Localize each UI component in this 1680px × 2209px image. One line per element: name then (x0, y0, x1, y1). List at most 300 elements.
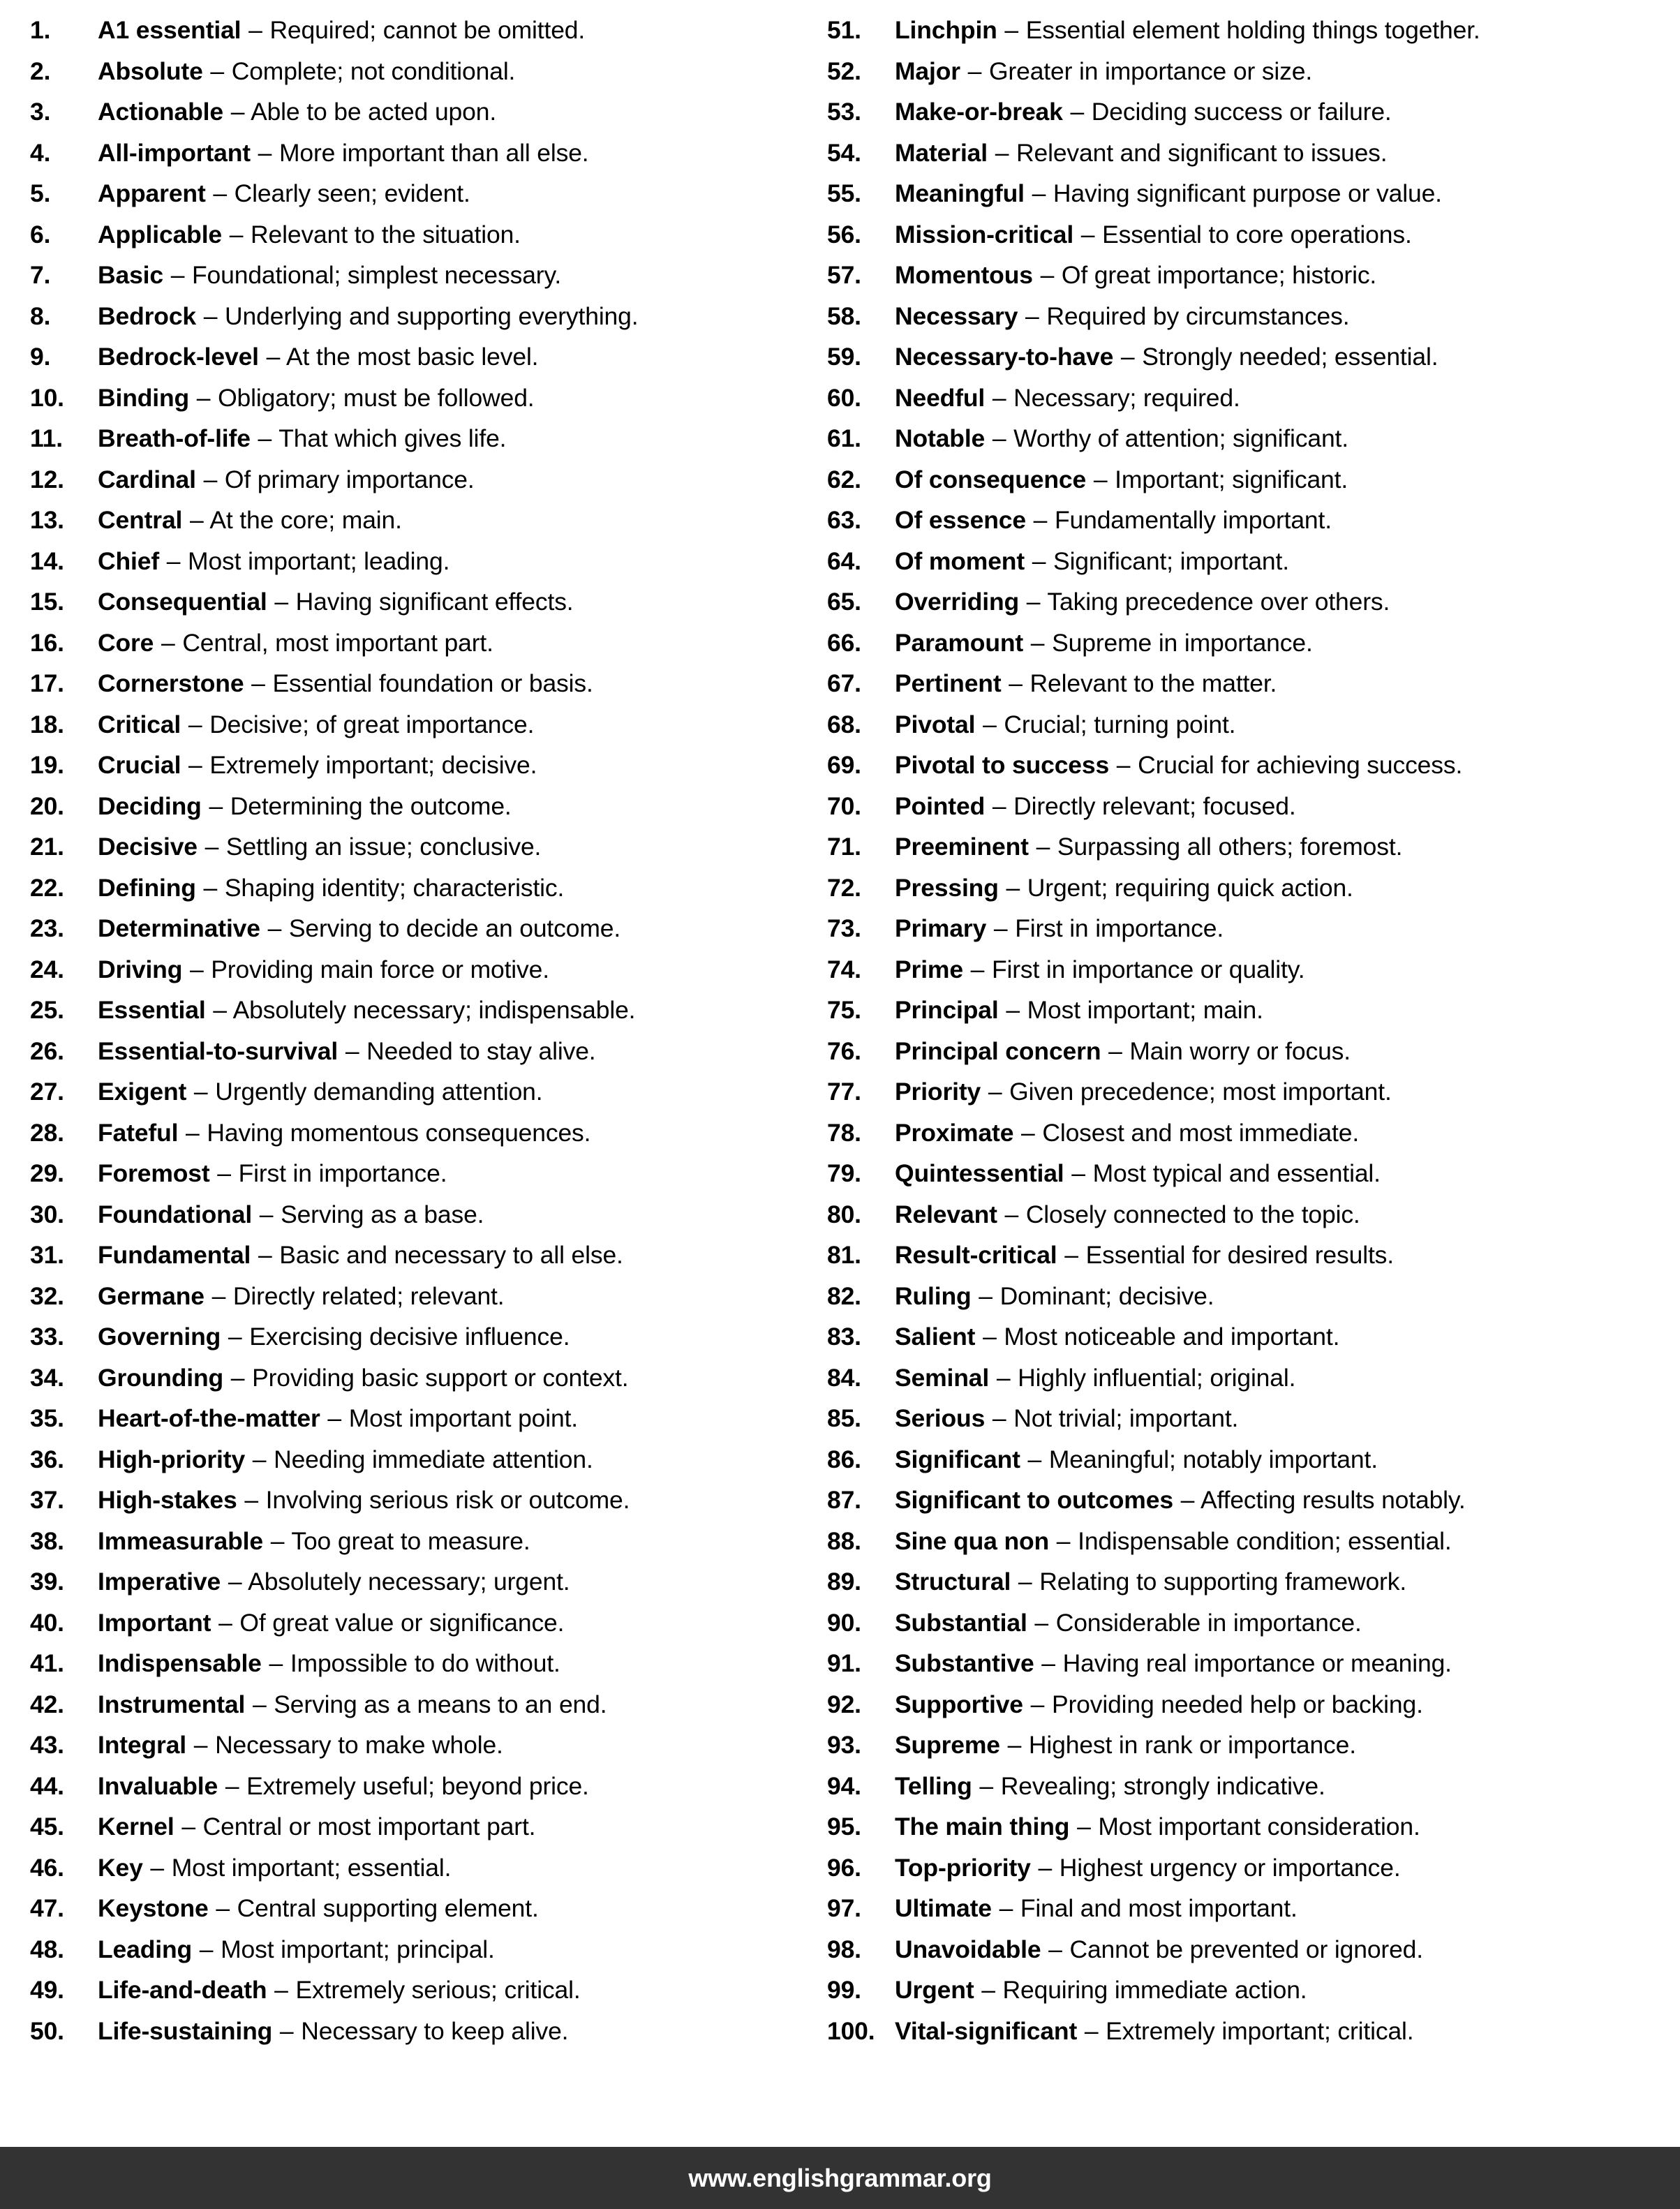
item-definition: Essential for desired results. (1085, 1241, 1394, 1269)
item-number: 62. (827, 465, 861, 493)
item-term: Exigent (98, 1078, 187, 1106)
list-item (825, 663, 1680, 704)
item-definition: Too great to measure. (291, 1526, 530, 1555)
item-number: 19. (30, 751, 64, 779)
item-separator: – (981, 1976, 995, 2004)
item-separator: – (992, 791, 1006, 820)
item-separator: – (203, 873, 218, 902)
item-term: Pivotal (895, 710, 976, 738)
item-definition: Central or most important part. (202, 1813, 536, 1840)
item-number: 72. (827, 873, 861, 902)
item-term: Key (98, 1853, 143, 1882)
item-separator: – (995, 138, 1009, 167)
item-body (98, 1153, 447, 1194)
item-term: Keystone (98, 1894, 209, 1922)
item-number: 75. (827, 996, 861, 1024)
item-definition: Of primary importance. (224, 465, 475, 493)
item-number: 33. (30, 1323, 64, 1351)
item-separator: – (1027, 1445, 1042, 1473)
item-number: 57. (827, 261, 861, 289)
item-term: Of consequence (895, 465, 1087, 493)
item-definition: Taking precedence over others. (1047, 588, 1390, 616)
list-item (825, 1766, 1680, 1807)
item-separator: – (181, 1813, 195, 1840)
list-item (825, 786, 1680, 827)
item-body (895, 990, 1263, 1031)
item-number: 23. (30, 914, 64, 942)
list-item (825, 459, 1680, 500)
item-separator: – (209, 791, 223, 820)
item-body (98, 623, 493, 664)
item-term: Ruling (895, 1281, 972, 1310)
item-number: 15. (30, 588, 64, 616)
item-separator: – (269, 1649, 283, 1677)
item-term: Relevant (895, 1200, 997, 1228)
item-body (98, 500, 402, 541)
item-body (98, 214, 521, 255)
item-body (98, 908, 620, 949)
item-number: 82. (827, 1281, 861, 1310)
list-item (28, 1684, 803, 1725)
list-item (825, 500, 1680, 541)
item-definition: First in importance. (238, 1159, 447, 1187)
item-body (895, 1521, 1452, 1562)
item-definition: Providing needed help or backing. (1051, 1690, 1423, 1718)
item-body (895, 173, 1442, 214)
item-body (98, 1970, 581, 2011)
item-body (98, 1602, 564, 1644)
item-separator: – (1018, 1568, 1032, 1596)
item-definition: Closest and most immediate. (1042, 1118, 1360, 1147)
item-body (98, 1725, 503, 1766)
item-definition: Most important; main. (1027, 996, 1263, 1024)
item-number: 54. (827, 138, 861, 167)
item-body (895, 255, 1376, 296)
item-definition: Serving as a means to an end. (274, 1690, 607, 1718)
list-item (825, 1521, 1680, 1562)
item-term: Critical (98, 710, 181, 738)
item-number: 22. (30, 873, 64, 902)
item-number: 43. (30, 1731, 64, 1759)
list-item (28, 1766, 803, 1807)
item-separator: – (1180, 1486, 1195, 1514)
item-separator: – (193, 1731, 208, 1759)
item-separator: – (199, 1935, 214, 1963)
item-body (98, 1113, 590, 1154)
item-term: Core (98, 628, 154, 657)
list-item (28, 1929, 803, 1970)
list-item (28, 1970, 803, 2011)
item-term: Necessary-to-have (895, 343, 1114, 371)
item-number: 44. (30, 1771, 64, 1800)
item-separator: – (327, 1404, 341, 1432)
list-item (28, 581, 803, 623)
item-definition: Affecting results notably. (1200, 1486, 1466, 1514)
item-term: Needful (895, 383, 986, 412)
item-definition: At the core; main. (209, 506, 402, 534)
item-definition: Given precedence; most important. (1009, 1078, 1392, 1106)
list-item (28, 1480, 803, 1521)
item-number: 20. (30, 791, 64, 820)
item-separator: – (203, 302, 218, 330)
item-number: 4. (30, 138, 51, 167)
item-term: Bedrock (98, 302, 197, 330)
item-separator: – (1048, 1935, 1062, 1963)
item-definition: Significant; important. (1053, 546, 1289, 575)
item-separator: – (999, 1894, 1013, 1922)
item-separator: – (228, 1568, 242, 1596)
item-body (98, 2011, 568, 2052)
item-separator: – (988, 1078, 1002, 1106)
item-separator: – (983, 1323, 997, 1351)
item-number: 85. (827, 1404, 861, 1432)
list-item (825, 1561, 1680, 1602)
item-term: Cornerstone (98, 669, 244, 697)
item-body (895, 378, 1240, 419)
list-item (28, 10, 803, 51)
list-item (28, 1398, 803, 1439)
item-separator: – (196, 383, 211, 412)
item-number: 7. (30, 261, 51, 289)
item-term: Decisive (98, 833, 198, 861)
item-number: 14. (30, 546, 64, 575)
item-term: Defining (98, 873, 196, 902)
item-separator: – (1116, 751, 1131, 779)
item-term: Major (895, 57, 960, 85)
list-item (825, 1929, 1680, 1970)
list-item (28, 908, 803, 949)
item-definition: Most important consideration. (1098, 1813, 1420, 1840)
item-definition: Shaping identity; characteristic. (224, 873, 565, 902)
item-definition: Cannot be prevented or ignored. (1069, 1935, 1423, 1963)
item-definition: Complete; not conditional. (231, 57, 516, 85)
list-item (825, 255, 1680, 296)
item-number: 25. (30, 996, 64, 1024)
item-term: Momentous (895, 261, 1033, 289)
item-definition: Urgent; requiring quick action. (1027, 873, 1353, 902)
list-item (825, 1847, 1680, 1889)
item-number: 92. (827, 1690, 861, 1718)
list-item (825, 581, 1680, 623)
item-separator: – (188, 751, 202, 779)
item-definition: Necessary to keep alive. (301, 2016, 569, 2045)
item-number: 46. (30, 1853, 64, 1882)
item-number: 71. (827, 833, 861, 861)
item-term: Consequential (98, 588, 267, 616)
item-body (98, 255, 561, 296)
item-term: Essential-to-survival (98, 1036, 339, 1065)
item-term: Applicable (98, 220, 223, 248)
item-body (98, 1316, 570, 1358)
item-body (895, 663, 1277, 704)
item-number: 96. (827, 1853, 861, 1882)
item-definition: Essential element holding things together. (1025, 16, 1480, 44)
item-term: Central (98, 506, 183, 534)
item-term: Leading (98, 1935, 193, 1963)
item-term: Sine qua non (895, 1526, 1050, 1555)
list-item (28, 459, 803, 500)
item-term: Germane (98, 1281, 205, 1310)
item-definition: Surpassing all others; foremost. (1057, 833, 1403, 861)
item-definition: Most important; essential. (171, 1853, 452, 1882)
item-term: Significant (895, 1445, 1020, 1473)
item-definition: Worthy of attention; significant. (1013, 424, 1348, 452)
item-definition: Most noticeable and important. (1004, 1323, 1340, 1351)
item-term: Determinative (98, 914, 260, 942)
item-separator: – (230, 1363, 245, 1392)
item-body (98, 1194, 484, 1235)
item-body (98, 663, 593, 704)
item-definition: Crucial; turning point. (1004, 710, 1236, 738)
item-body (98, 581, 574, 623)
item-definition: Of great importance; historic. (1061, 261, 1377, 289)
item-number: 29. (30, 1159, 64, 1187)
item-number: 6. (30, 220, 51, 248)
item-number: 48. (30, 1935, 64, 1963)
item-separator: – (1007, 1731, 1022, 1759)
item-body (98, 990, 635, 1031)
item-definition: Crucial for achieving success. (1138, 751, 1463, 779)
item-separator: – (1032, 546, 1046, 575)
item-body (98, 296, 638, 337)
word-list-left (28, 10, 803, 2051)
item-separator: – (166, 546, 181, 575)
item-definition: Extremely serious; critical. (295, 1976, 581, 2004)
list-item (825, 418, 1680, 459)
item-term: Chief (98, 546, 160, 575)
item-body (895, 133, 1388, 174)
item-separator: – (992, 1404, 1006, 1432)
item-number: 26. (30, 1036, 64, 1065)
item-number: 49. (30, 1976, 64, 2004)
item-number: 11. (30, 424, 63, 452)
item-term: Foremost (98, 1159, 210, 1187)
item-definition: Closely connected to the topic. (1025, 1200, 1360, 1228)
item-term: Pertinent (895, 669, 1002, 697)
item-number: 63. (827, 506, 861, 534)
item-number: 84. (827, 1363, 861, 1392)
item-separator: – (1040, 261, 1055, 289)
item-body (895, 1113, 1359, 1154)
item-definition: Relevant and significant to issues. (1016, 138, 1388, 167)
list-item (825, 296, 1680, 337)
item-body (98, 1031, 596, 1072)
item-body (98, 1888, 539, 1929)
item-body (895, 2011, 1414, 2052)
item-term: Salient (895, 1323, 976, 1351)
item-definition: Highly influential; original. (1018, 1363, 1296, 1392)
item-definition: Essential to core operations. (1102, 220, 1412, 248)
item-definition: Exercising decisive influence. (249, 1323, 570, 1351)
item-separator: – (979, 1771, 994, 1800)
item-number: 2. (30, 57, 51, 85)
item-definition: Urgently demanding attention. (215, 1078, 543, 1106)
item-body (98, 1071, 543, 1113)
list-item (28, 418, 803, 459)
item-body (98, 1561, 570, 1602)
item-number: 58. (827, 302, 861, 330)
item-term: The main thing (895, 1813, 1070, 1840)
list-item (28, 541, 803, 582)
item-number: 65. (827, 588, 861, 616)
item-definition: Providing basic support or context. (252, 1363, 629, 1392)
item-term: Governing (98, 1323, 221, 1351)
list-item (825, 949, 1680, 990)
item-definition: Extremely useful; beyond price. (246, 1771, 589, 1800)
item-term: Quintessential (895, 1159, 1064, 1187)
list-item (825, 133, 1680, 174)
item-definition: Extremely important; decisive. (209, 751, 537, 779)
item-body (895, 1398, 1238, 1439)
item-term: Necessary (895, 302, 1018, 330)
list-item (825, 214, 1680, 255)
item-term: Pivotal to success (895, 751, 1110, 779)
item-term: Significant to outcomes (895, 1486, 1173, 1514)
item-body (895, 1561, 1406, 1602)
item-separator: – (1030, 628, 1045, 657)
item-definition: Impossible to do without. (290, 1649, 560, 1677)
item-definition: Deciding success or failure. (1091, 98, 1392, 126)
list-item (28, 1276, 803, 1317)
list-item (825, 336, 1680, 378)
item-definition: Underlying and supporting everything. (225, 302, 639, 330)
item-term: A1 essential (98, 16, 241, 44)
item-separator: – (1030, 1690, 1045, 1718)
item-term: Pressing (895, 873, 999, 902)
list-item (825, 1970, 1680, 2011)
item-body (895, 541, 1289, 582)
list-item (825, 1113, 1680, 1154)
list-item (825, 704, 1680, 745)
list-item (28, 214, 803, 255)
item-number: 38. (30, 1526, 64, 1555)
item-number: 59. (827, 343, 861, 371)
item-term: Fundamental (98, 1241, 251, 1269)
item-number: 24. (30, 955, 64, 983)
item-separator: – (193, 1078, 208, 1106)
item-body (895, 581, 1390, 623)
item-term: Principal (895, 996, 999, 1024)
list-item (825, 1031, 1680, 1072)
item-term: Driving (98, 955, 183, 983)
item-body (98, 10, 585, 51)
list-item (28, 1806, 803, 1847)
item-separator: – (1021, 1118, 1035, 1147)
item-separator: – (188, 710, 202, 738)
item-term: Breath-of-life (98, 424, 251, 452)
item-separator: – (252, 1445, 267, 1473)
list-item (825, 541, 1680, 582)
item-definition: Central supporting element. (237, 1894, 539, 1922)
item-separator: – (216, 1894, 230, 1922)
item-body (895, 745, 1462, 786)
item-body (895, 1480, 1466, 1521)
item-number: 34. (30, 1363, 64, 1392)
list-item (825, 1725, 1680, 1766)
item-body (98, 418, 506, 459)
item-number: 60. (827, 383, 861, 412)
list-item (28, 173, 803, 214)
item-definition: Necessary; required. (1013, 383, 1240, 412)
item-separator: – (345, 1036, 359, 1065)
item-number: 88. (827, 1526, 861, 1555)
item-term: Cardinal (98, 465, 196, 493)
item-definition: Needed to stay alive. (366, 1036, 596, 1065)
item-body (98, 826, 541, 868)
list-item (28, 1113, 803, 1154)
list-item (28, 51, 803, 92)
item-separator: – (1025, 302, 1039, 330)
item-body (895, 51, 1312, 92)
item-body (895, 296, 1349, 337)
item-number: 35. (30, 1404, 64, 1432)
item-separator: – (1120, 343, 1135, 371)
item-definition: Decisive; of great importance. (209, 710, 535, 738)
item-term: Unavoidable (895, 1935, 1041, 1963)
item-body (895, 1725, 1356, 1766)
item-definition: Highest in rank or importance. (1028, 1731, 1356, 1759)
item-term: Basic (98, 261, 163, 289)
item-separator: – (189, 955, 204, 983)
item-separator: – (259, 1200, 274, 1228)
item-number: 56. (827, 220, 861, 248)
item-separator: – (1077, 1813, 1091, 1840)
item-separator: – (1004, 1200, 1019, 1228)
item-definition: Necessary to make whole. (215, 1731, 503, 1759)
item-term: All-important (98, 138, 251, 167)
item-definition: Serving to decide an outcome. (288, 914, 621, 942)
item-definition: Fundamentally important. (1054, 506, 1332, 534)
item-body (895, 214, 1412, 255)
item-number: 79. (827, 1159, 861, 1187)
item-body (895, 786, 1296, 827)
item-number: 1. (30, 16, 51, 44)
item-term: Supportive (895, 1690, 1023, 1718)
item-body (98, 1766, 589, 1807)
item-body (98, 378, 535, 419)
item-separator: – (274, 1976, 288, 2004)
item-number: 67. (827, 669, 861, 697)
item-number: 37. (30, 1486, 64, 1514)
list-item (825, 1439, 1680, 1480)
list-item (28, 91, 803, 133)
item-body (98, 91, 496, 133)
item-body (895, 1970, 1307, 2011)
list-item (28, 1031, 803, 1072)
item-body (98, 173, 470, 214)
list-item (825, 1194, 1680, 1235)
item-term: Heart-of-the-matter (98, 1404, 320, 1432)
list-item (28, 826, 803, 868)
item-definition: Settling an issue; conclusive. (225, 833, 542, 861)
item-definition: Relevant to the situation. (251, 220, 521, 248)
item-body (98, 1439, 593, 1480)
item-term: Actionable (98, 98, 223, 126)
list-item (28, 378, 803, 419)
item-term: Binding (98, 383, 190, 412)
item-number: 45. (30, 1813, 64, 1840)
list-item (28, 1521, 803, 1562)
item-number: 83. (827, 1323, 861, 1351)
item-body (98, 786, 512, 827)
item-body (895, 1684, 1423, 1725)
item-number: 17. (30, 669, 64, 697)
item-number: 98. (827, 1935, 861, 1963)
item-separator: – (967, 57, 982, 85)
item-separator: – (205, 833, 219, 861)
item-separator: – (211, 1281, 226, 1310)
item-body (98, 1276, 504, 1317)
